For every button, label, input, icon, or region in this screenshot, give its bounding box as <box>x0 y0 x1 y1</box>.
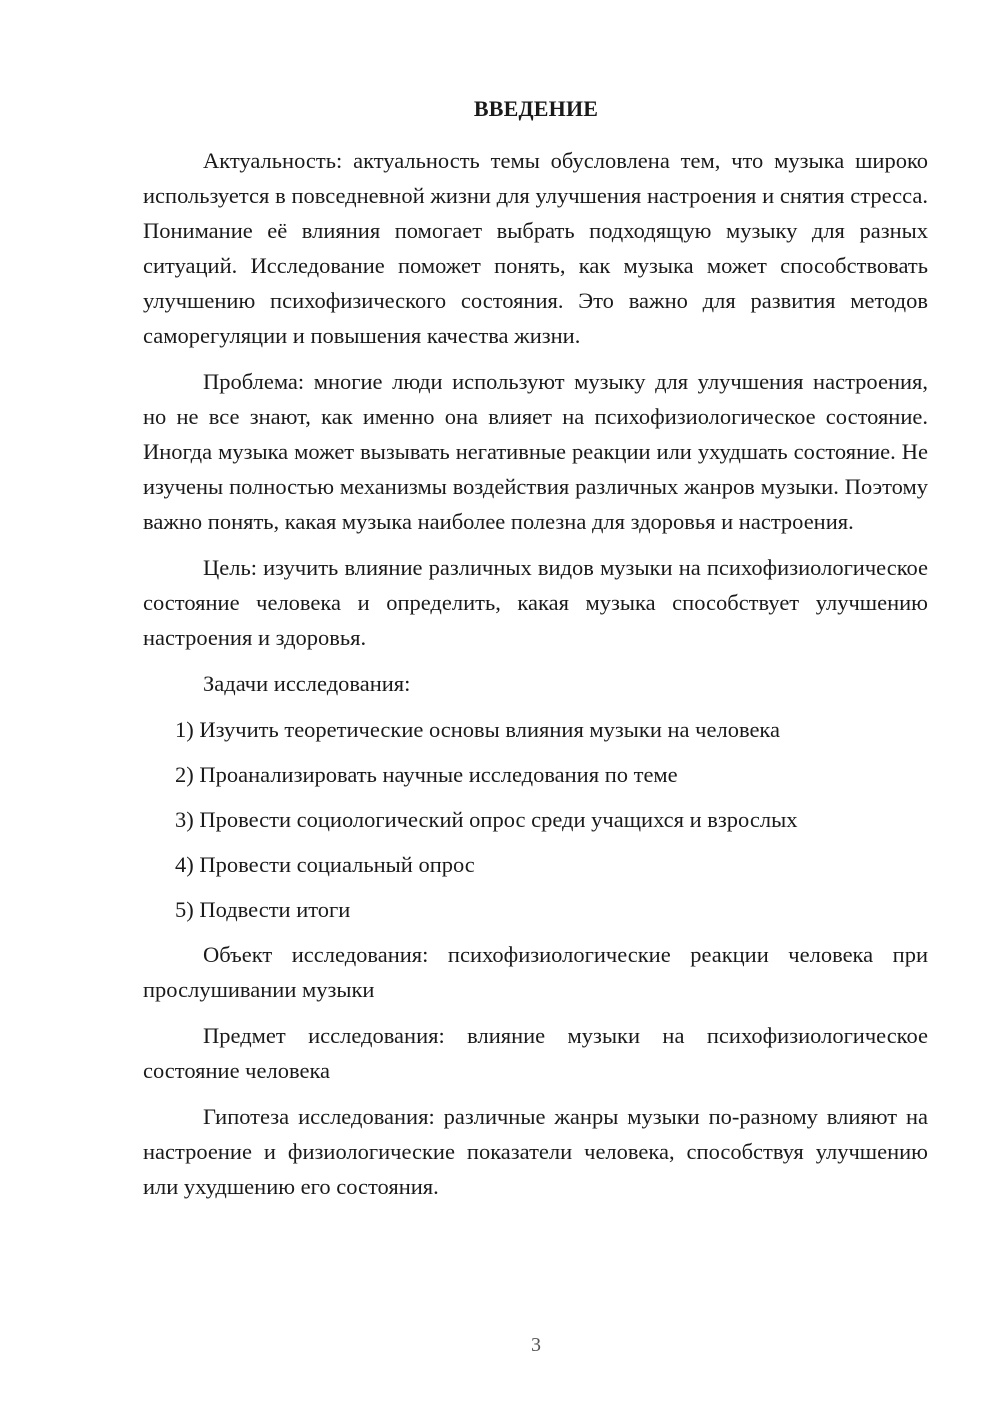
page-title: ВВЕДЕНИЕ <box>473 96 599 121</box>
document-body <box>143 143 928 1215</box>
task-item: 4) Провести социальный опрос <box>175 852 475 877</box>
task-item: 5) Подвести итоги <box>175 897 351 922</box>
goal-paragraph: Цель: изучить влияние различных видов музыки на психофизиологическое состояние человека и определить, какая музыка способствует улучшению настроения и здоровья. <box>143 555 928 650</box>
task-item: 1) Изучить теоретические основы влияния музыки на человека <box>175 717 781 742</box>
object-paragraph: Объект исследования: психофизиологические реакции человека при прослушивании музыки <box>143 942 928 1002</box>
problem-paragraph: Проблема: многие люди используют музыку для улучшения настроения, но не все знают, как именно она влияет на психофизиологическое состояние. Иногда музыка может вызывать негативные реакции или ухудшать состояние. Не изучены полностью механизмы воздействия различных жанров музыки. Поэтому важно понять, какая музыка наиболее полезна для здоровья и настроения. <box>143 369 928 534</box>
task-item: 2) Проанализировать научные исследования по теме <box>175 762 678 787</box>
relevance-paragraph: Актуальность: актуальность темы обусловлена тем, что музыка широко используется в повседневной жизни для улучшения настроения и снятия стресса. Понимание её влияния помогает выбрать подходящую музыку для разных ситуаций. Исследование поможет понять, как музыка может способствовать улучшению психофизического состояния. Это важно для развития методов саморегуляции и повышения качества жизни. <box>143 148 928 348</box>
subject-paragraph: Предмет исследования: влияние музыки на психофизиологическое состояние человека <box>143 1023 928 1083</box>
page-number: 3 <box>531 1334 541 1356</box>
task-list <box>143 712 928 927</box>
task-item: 3) Провести социологический опрос среди учащихся и взрослых <box>175 807 798 832</box>
tasks-heading: Задачи исследования: <box>203 671 411 696</box>
hypothesis-paragraph: Гипотеза исследования: различные жанры музыки по-разному влияют на настроение и физиологические показатели человека, способствуя улучшению или ухудшению его состояния. <box>143 1104 928 1199</box>
